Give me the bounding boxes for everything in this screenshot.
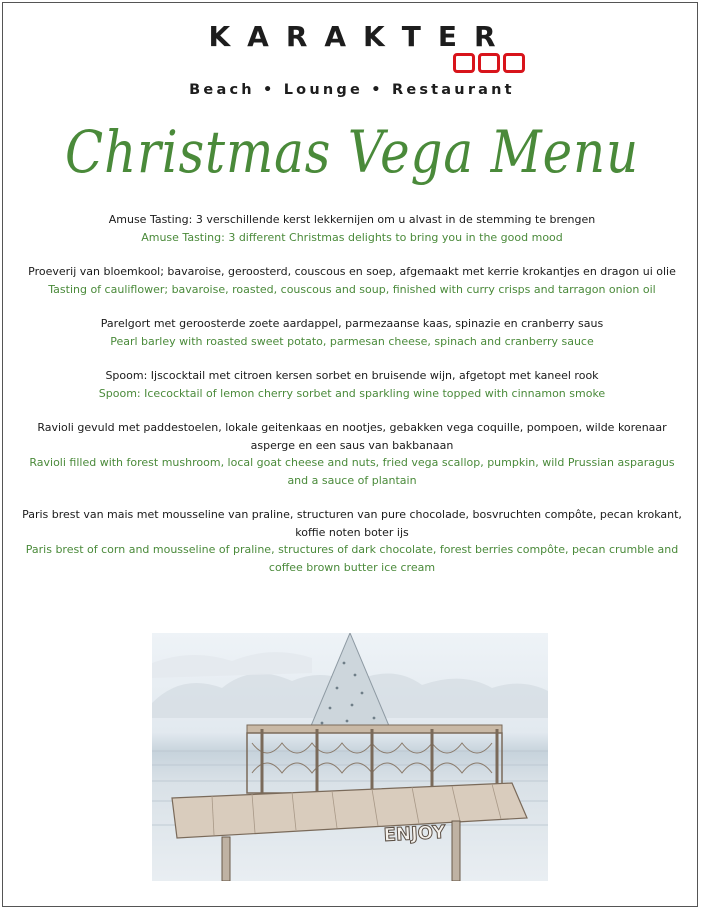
logo-ring-icon [503,53,525,73]
photo-illustration [152,633,548,881]
course-dutch-description: Spoom: Ijscocktail met citroen kersen sorbet en bruisende wijn, afgetopt met kaneel rook [105,369,599,382]
beach-deck-christmas-photo [152,633,548,881]
enjoy-sign-text: ENJOY [383,821,446,846]
course-english-description: Ravioli filled with forest mushroom, local goat cheese and nuts, fried vega scallop, pumpkin, wild Prussian asparagus and a sauce of plantain [29,456,675,487]
course-item [22,315,682,350]
course-dutch-description: Parelgort met geroosterde zoete aardappel, parmezaanse kaas, spinazie en cranberry saus [100,317,604,330]
brand-logo-rings [453,53,525,73]
course-dutch-description: Ravioli gevuld met paddestoelen, lokale geitenkaas en nootjes, gebakken vega coquille, pompoen, wilde korenaar asperge en een saus van bakbanaan [37,421,667,452]
course-english-description: Amuse Tasting: 3 different Christmas delights to bring you in the good mood [141,230,563,244]
course-english-description: Paris brest of corn and mousseline of praline, structures of dark chocolate, forest berries compôte, pecan crumble and coffee brown butter ice cream [25,543,679,574]
course-dutch-description: Paris brest van mais met mousseline van praline, structuren van pure chocolade, bosvruchten compôte, pecan krokant, koffie noten boter ijs [22,508,682,539]
course-item [22,367,682,402]
course-list [22,211,682,593]
brand-logo-wordmark: KARAKTER [208,20,513,53]
course-english-description: Spoom: Icecocktail of lemon cherry sorbet and sparkling wine topped with cinnamon smoke [98,386,606,400]
course-item [22,506,682,576]
course-english-description: Pearl barley with roasted sweet potato, parmesan cheese, spinach and cranberry sauce [110,334,594,348]
course-item [22,263,682,298]
brand-tagline: Beach • Lounge • Restaurant [189,82,515,98]
logo-ring-icon [453,53,475,73]
course-dutch-description: Amuse Tasting: 3 verschillende kerst lekkernijen om u alvast in de stemming te brengen [108,213,596,226]
course-english-description: Tasting of cauliflower; bavaroise, roasted, couscous and soup, finished with curry crisps and tarragon onion oil [48,282,656,296]
course-item [22,419,682,489]
menu-title: Christmas Vega Menu [65,118,639,186]
course-item [22,211,682,246]
course-dutch-description: Proeverij van bloemkool; bavaroise, geroosterd, couscous en soep, afgemaakt met kerrie krokantjes en dragon ui olie [28,265,676,278]
logo-ring-icon [478,53,500,73]
